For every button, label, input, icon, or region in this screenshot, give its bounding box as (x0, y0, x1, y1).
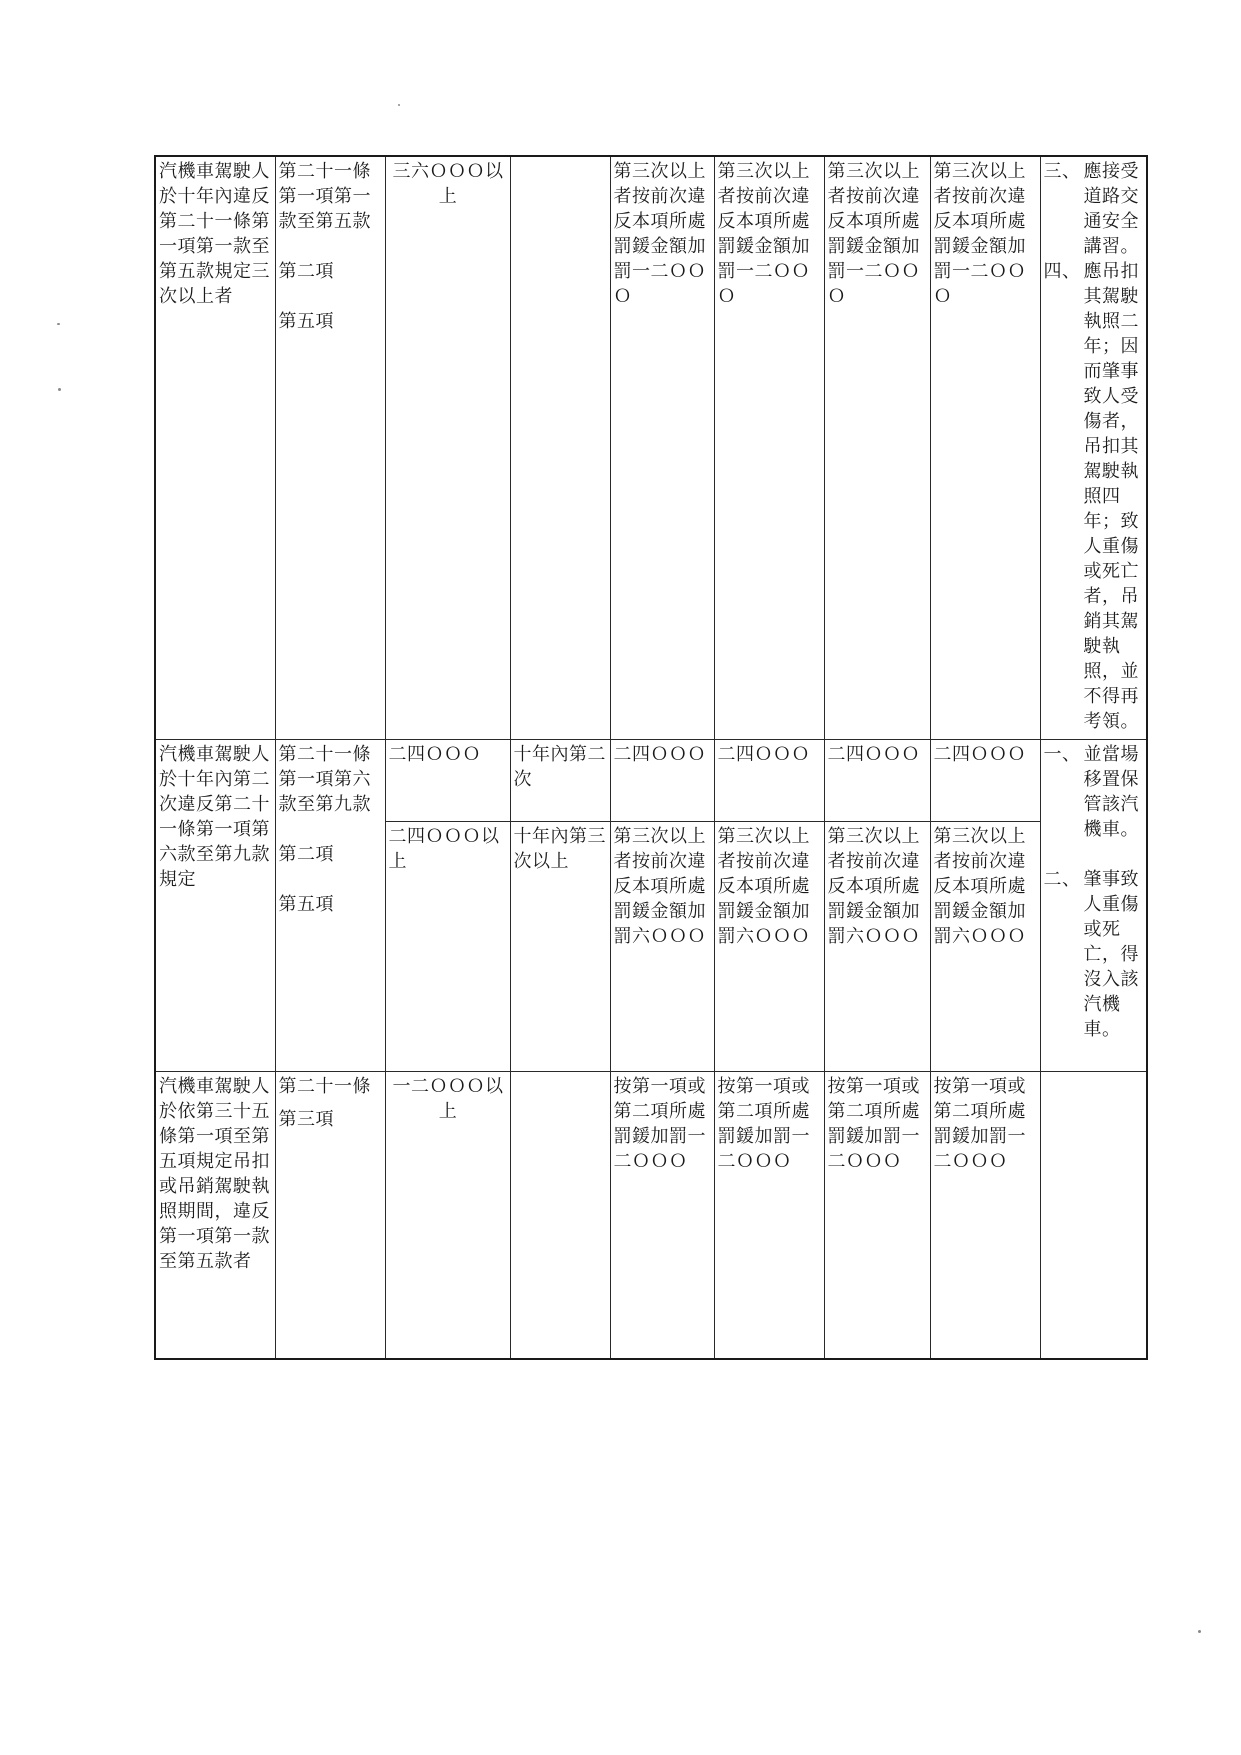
article-cell (275, 739, 385, 1071)
frequency-cell (510, 1071, 610, 1359)
article-line: 第二十一條第一項第一款至第五款 (278, 161, 371, 232)
violation-cell: 汽機車駕駛人於十年內第二次違反第二十一條第一項第六款至第九款規定 (155, 739, 275, 1071)
violation-cell: 汽機車駕駛人於依第三十五條第一項至第五項規定吊扣或吊銷駕駛執照期間，違反第一項第一款至第五款者 (155, 1071, 275, 1359)
article-line: 第二項 (278, 261, 334, 282)
note-item: 三、 應接受道路交通安全講習。 (1043, 161, 1139, 257)
article-line: 第三項 (278, 1108, 334, 1130)
fine-cell: 二四ＯＯＯ (385, 739, 510, 821)
tier-cell: 第三次以上者按前次違反本項所處罰鍰金額加罰六ＯＯＯ (930, 821, 1040, 1071)
article-line: 第二十一條第一項第六款至第九款 (278, 743, 371, 815)
tier-cell: 二四ＯＯＯ (824, 739, 930, 821)
fine-cell: 三六ＯＯＯ以上 (385, 156, 510, 739)
notes-cell (1040, 1071, 1147, 1359)
notes-cell (1040, 739, 1147, 1071)
tier-cell: 第三次以上者按前次違反本項所處罰鍰金額加罰六ＯＯＯ (610, 821, 714, 1071)
tier-cell: 第三次以上者按前次違反本項所處罰鍰金額加罰六ＯＯＯ (714, 821, 824, 1071)
notes-cell (1040, 156, 1147, 739)
table-row (155, 1071, 1147, 1359)
tier-cell: 第三次以上者按前次違反本項所處罰鍰金額加罰一二ＯＯＯ (714, 156, 824, 739)
tier-cell: 第三次以上者按前次違反本項所處罰鍰金額加罰一二ＯＯＯ (610, 156, 714, 739)
fine-cell: 二四ＯＯＯ以上 (385, 821, 510, 1071)
tier-cell: 按第一項或第二項所處罰鍰加罰一二ＯＯＯ (714, 1071, 824, 1359)
note-item: 一、 並當場移置保管該汽機車。 (1043, 743, 1139, 840)
tier-cell: 二四ＯＯＯ (610, 739, 714, 821)
article-cell (275, 1071, 385, 1359)
frequency-cell: 十年內第三次以上 (510, 821, 610, 1071)
tier-cell: 按第一項或第二項所處罰鍰加罰一二ＯＯＯ (930, 1071, 1040, 1359)
article-line: 第二十一條 (278, 1075, 371, 1097)
article-line: 第五項 (278, 893, 334, 915)
tier-cell: 按第一項或第二項所處罰鍰加罰一二ＯＯＯ (610, 1071, 714, 1359)
frequency-cell: 十年內第二次 (510, 739, 610, 821)
table-row (155, 156, 1147, 739)
article-cell (275, 156, 385, 739)
penalty-table (154, 155, 1148, 1360)
tier-cell: 第三次以上者按前次違反本項所處罰鍰金額加罰一二ＯＯＯ (824, 156, 930, 739)
note-item: 四、 應吊扣其駕駛執照二年；因而肇事致人受傷者，吊扣其駕駛執照四年；致人重傷或死亡者，吊銷其駕駛執照，並不得再考領。 (1043, 261, 1139, 732)
tier-cell: 第三次以上者按前次違反本項所處罰鍰金額加罰一二ＯＯＯ (930, 156, 1040, 739)
article-line: 第二項 (278, 843, 334, 865)
frequency-cell (510, 156, 610, 739)
violation-cell: 汽機車駕駛人於十年內違反第二十一條第一項第一款至第五款規定三次以上者 (155, 156, 275, 739)
table-row (155, 739, 1147, 821)
note-item: 二、 肇事致人重傷或死亡，得沒入該汽機車。 (1043, 868, 1139, 1040)
tier-cell: 第三次以上者按前次違反本項所處罰鍰金額加罰六ＯＯＯ (824, 821, 930, 1071)
tier-cell: 二四ＯＯＯ (930, 739, 1040, 821)
tier-cell: 二四ＯＯＯ (714, 739, 824, 821)
article-line: 第五項 (278, 311, 334, 332)
tier-cell: 按第一項或第二項所處罰鍰加罰一二ＯＯＯ (824, 1071, 930, 1359)
fine-cell: 一二ＯＯＯ以上 (385, 1071, 510, 1359)
